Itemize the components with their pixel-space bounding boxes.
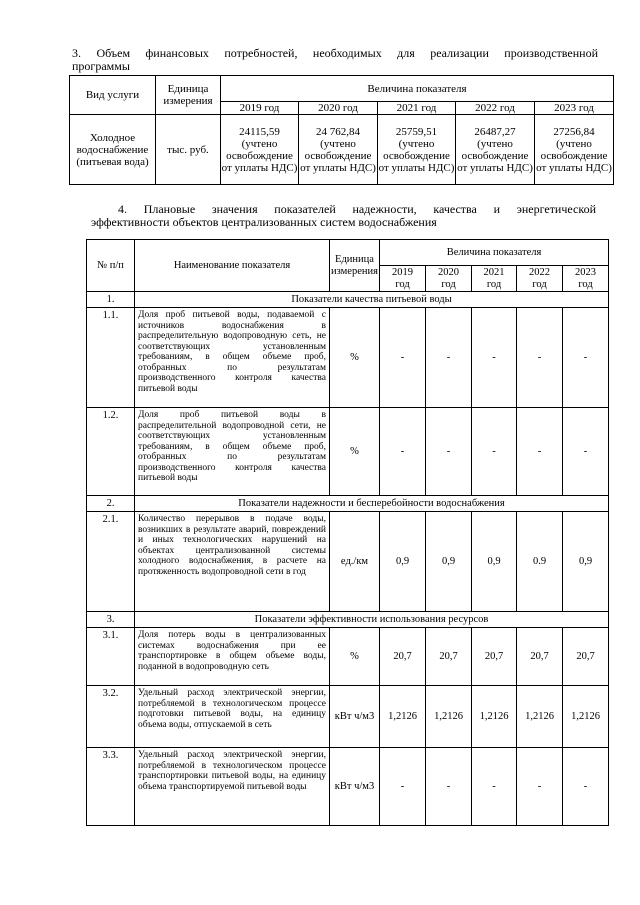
indicator-value: 20,7 — [563, 628, 609, 686]
year-number: 2019 — [392, 267, 413, 278]
indicator-value: - — [380, 308, 426, 408]
section4-title-line2: эффективности объектов централизованных систем водоснабжения — [91, 215, 437, 229]
indicator-unit: % — [330, 308, 380, 408]
indicator-value: 0,9 — [380, 512, 426, 612]
indicator-value: - — [563, 308, 609, 408]
amount-value: 24 762,84 — [316, 125, 360, 138]
row-num: 3.2. — [87, 686, 135, 748]
section3-title-line1: 3. Объем финансовых потребностей, необходимых для реализации производственной — [72, 46, 598, 60]
service-unit: тыс. руб. — [156, 115, 221, 185]
amount-value: 25759,51 — [395, 125, 438, 138]
year-header — [472, 266, 517, 292]
group-num: 3. — [87, 612, 135, 628]
year-header — [380, 266, 426, 292]
header-value: Величина показателя — [380, 240, 609, 266]
section4-title-line1: 4. Плановые значения показателей надежности, качества и энергетической — [118, 202, 596, 216]
amount-cell — [221, 115, 299, 185]
row-num: 1.1. — [87, 308, 135, 408]
indicator-value: - — [380, 408, 426, 496]
vat-note: (учтено освобождение от уплаты НДС) — [536, 137, 612, 174]
year-word: год — [486, 278, 502, 290]
amount-cell — [378, 115, 456, 185]
year-number: 2020 — [438, 267, 459, 278]
row-num: 2.1. — [87, 512, 135, 612]
indicator-unit: ед./км — [330, 512, 380, 612]
year-number: 2021 — [483, 267, 505, 278]
indicator-unit: % — [330, 628, 380, 686]
group-num: 1. — [87, 292, 135, 308]
header-name: Наименование показателя — [135, 240, 330, 292]
amount-value: 27256,84 — [553, 125, 595, 138]
year-header: 2021 год — [378, 102, 456, 115]
indicator-value: 0,9 — [472, 512, 517, 612]
year-header: 2020 год — [299, 102, 378, 115]
indicator-value: 0.9 — [517, 512, 563, 612]
year-header: 2019 год — [221, 102, 299, 115]
amount-value: 26487,27 — [474, 125, 516, 138]
amount-cell — [299, 115, 378, 185]
year-header — [517, 266, 563, 292]
indicator-value: 1,2126 — [426, 686, 472, 748]
amount-value: 24115,59 — [239, 125, 280, 138]
indicator-name: Удельный расход электрической энергии, потребляемой в технологическом процессе подготовки питьевой воды, на единицу объема воды, отпускаемой в сеть — [135, 686, 330, 748]
indicator-value: 20,7 — [472, 628, 517, 686]
vat-note: (учтено освобождение от уплаты НДС) — [378, 137, 455, 174]
indicator-name: Количество перерывов в подаче воды, возникших в результате аварий, повреждений и иных технологических нарушений на объектах централизованной системы холодного водоснабжения, в расчете на протяженность водопроводной сети в год — [135, 512, 330, 612]
indicator-unit: кВт ч/м3 — [330, 686, 380, 748]
header-value: Величина показателя — [221, 76, 614, 102]
group-num: 2. — [87, 496, 135, 512]
service-name: Холодное водоснабжение (питьевая вода) — [70, 115, 156, 185]
indicator-value: - — [426, 748, 472, 826]
group-title: Показатели эффективности использования ресурсов — [135, 612, 609, 628]
header-service: Вид услуги — [70, 76, 156, 115]
year-word: год — [578, 278, 593, 290]
indicator-name: Доля потерь воды в централизованных системах водоснабжения при ее транспортировке в общем объеме воды, поданной в водопроводную сеть — [135, 628, 330, 686]
indicator-value: 1,2126 — [563, 686, 609, 748]
year-header — [426, 266, 472, 292]
amount-cell — [535, 115, 614, 185]
year-word: год — [395, 278, 410, 290]
indicator-unit: кВт ч/м3 — [330, 748, 380, 826]
row-num: 3.3. — [87, 748, 135, 826]
section3-title-line2: программы — [72, 59, 130, 73]
group-title: Показатели качества питьевой воды — [135, 292, 609, 308]
indicator-value: - — [563, 408, 609, 496]
indicator-value: 0,9 — [563, 512, 609, 612]
indicator-value: - — [563, 748, 609, 826]
indicator-value: - — [472, 408, 517, 496]
indicator-value: - — [517, 308, 563, 408]
indicator-value: 20,7 — [380, 628, 426, 686]
year-word: год — [441, 278, 456, 290]
year-word: год — [532, 278, 547, 290]
indicator-unit: % — [330, 408, 380, 496]
indicator-value: - — [426, 408, 472, 496]
group-title: Показатели надежности и бесперебойности водоснабжения — [135, 496, 609, 512]
indicator-value: 1,2126 — [517, 686, 563, 748]
year-header: 2022 год — [456, 102, 535, 115]
financial-needs-table — [69, 75, 614, 185]
vat-note: (учтено освобождение от уплаты НДС) — [221, 137, 298, 174]
indicator-value: - — [472, 308, 517, 408]
indicator-value: - — [472, 748, 517, 826]
vat-note: (учтено освобождение от уплаты НДС) — [300, 137, 376, 174]
indicators-table — [86, 239, 609, 826]
year-header: 2023 год — [535, 102, 614, 115]
indicator-value: 1,2126 — [472, 686, 517, 748]
indicator-value: - — [380, 748, 426, 826]
indicator-value: 1,2126 — [380, 686, 426, 748]
header-num: № п/п — [87, 240, 135, 292]
row-num: 1.2. — [87, 408, 135, 496]
indicator-value: 20,7 — [426, 628, 472, 686]
indicator-name: Удельный расход электрической энергии, потребляемой в технологическом процессе транспортировки питьевой воды, на единицу объема транспортируемой питьевой воды — [135, 748, 330, 826]
vat-note: (учтено освобождение от уплаты НДС) — [457, 137, 533, 174]
row-num: 3.1. — [87, 628, 135, 686]
indicator-value: - — [517, 748, 563, 826]
indicator-value: 20,7 — [517, 628, 563, 686]
year-number: 2023 — [575, 267, 597, 278]
year-number: 2022 — [529, 267, 550, 278]
header-unit: Единица измерения — [156, 76, 221, 115]
header-unit: Единица измерения — [330, 240, 380, 292]
indicator-value: - — [517, 408, 563, 496]
indicator-name: Доля проб питьевой воды в распределительной водопроводной сети, не соответствующих установленным требованиям, в общем объеме проб, отобранных по результатам производственного контроля качества питьевой воды — [135, 408, 330, 496]
indicator-value: 0,9 — [426, 512, 472, 612]
year-header — [563, 266, 609, 292]
indicator-name: Доля проб питьевой воды, подаваемой с источников водоснабжения в распределительную водопроводную сеть, не соответствующих установленным требованиям, в общем объеме проб, отобранных по результатам производственного контроля качества питьевой воды — [135, 308, 330, 408]
amount-cell — [456, 115, 535, 185]
indicator-value: - — [426, 308, 472, 408]
